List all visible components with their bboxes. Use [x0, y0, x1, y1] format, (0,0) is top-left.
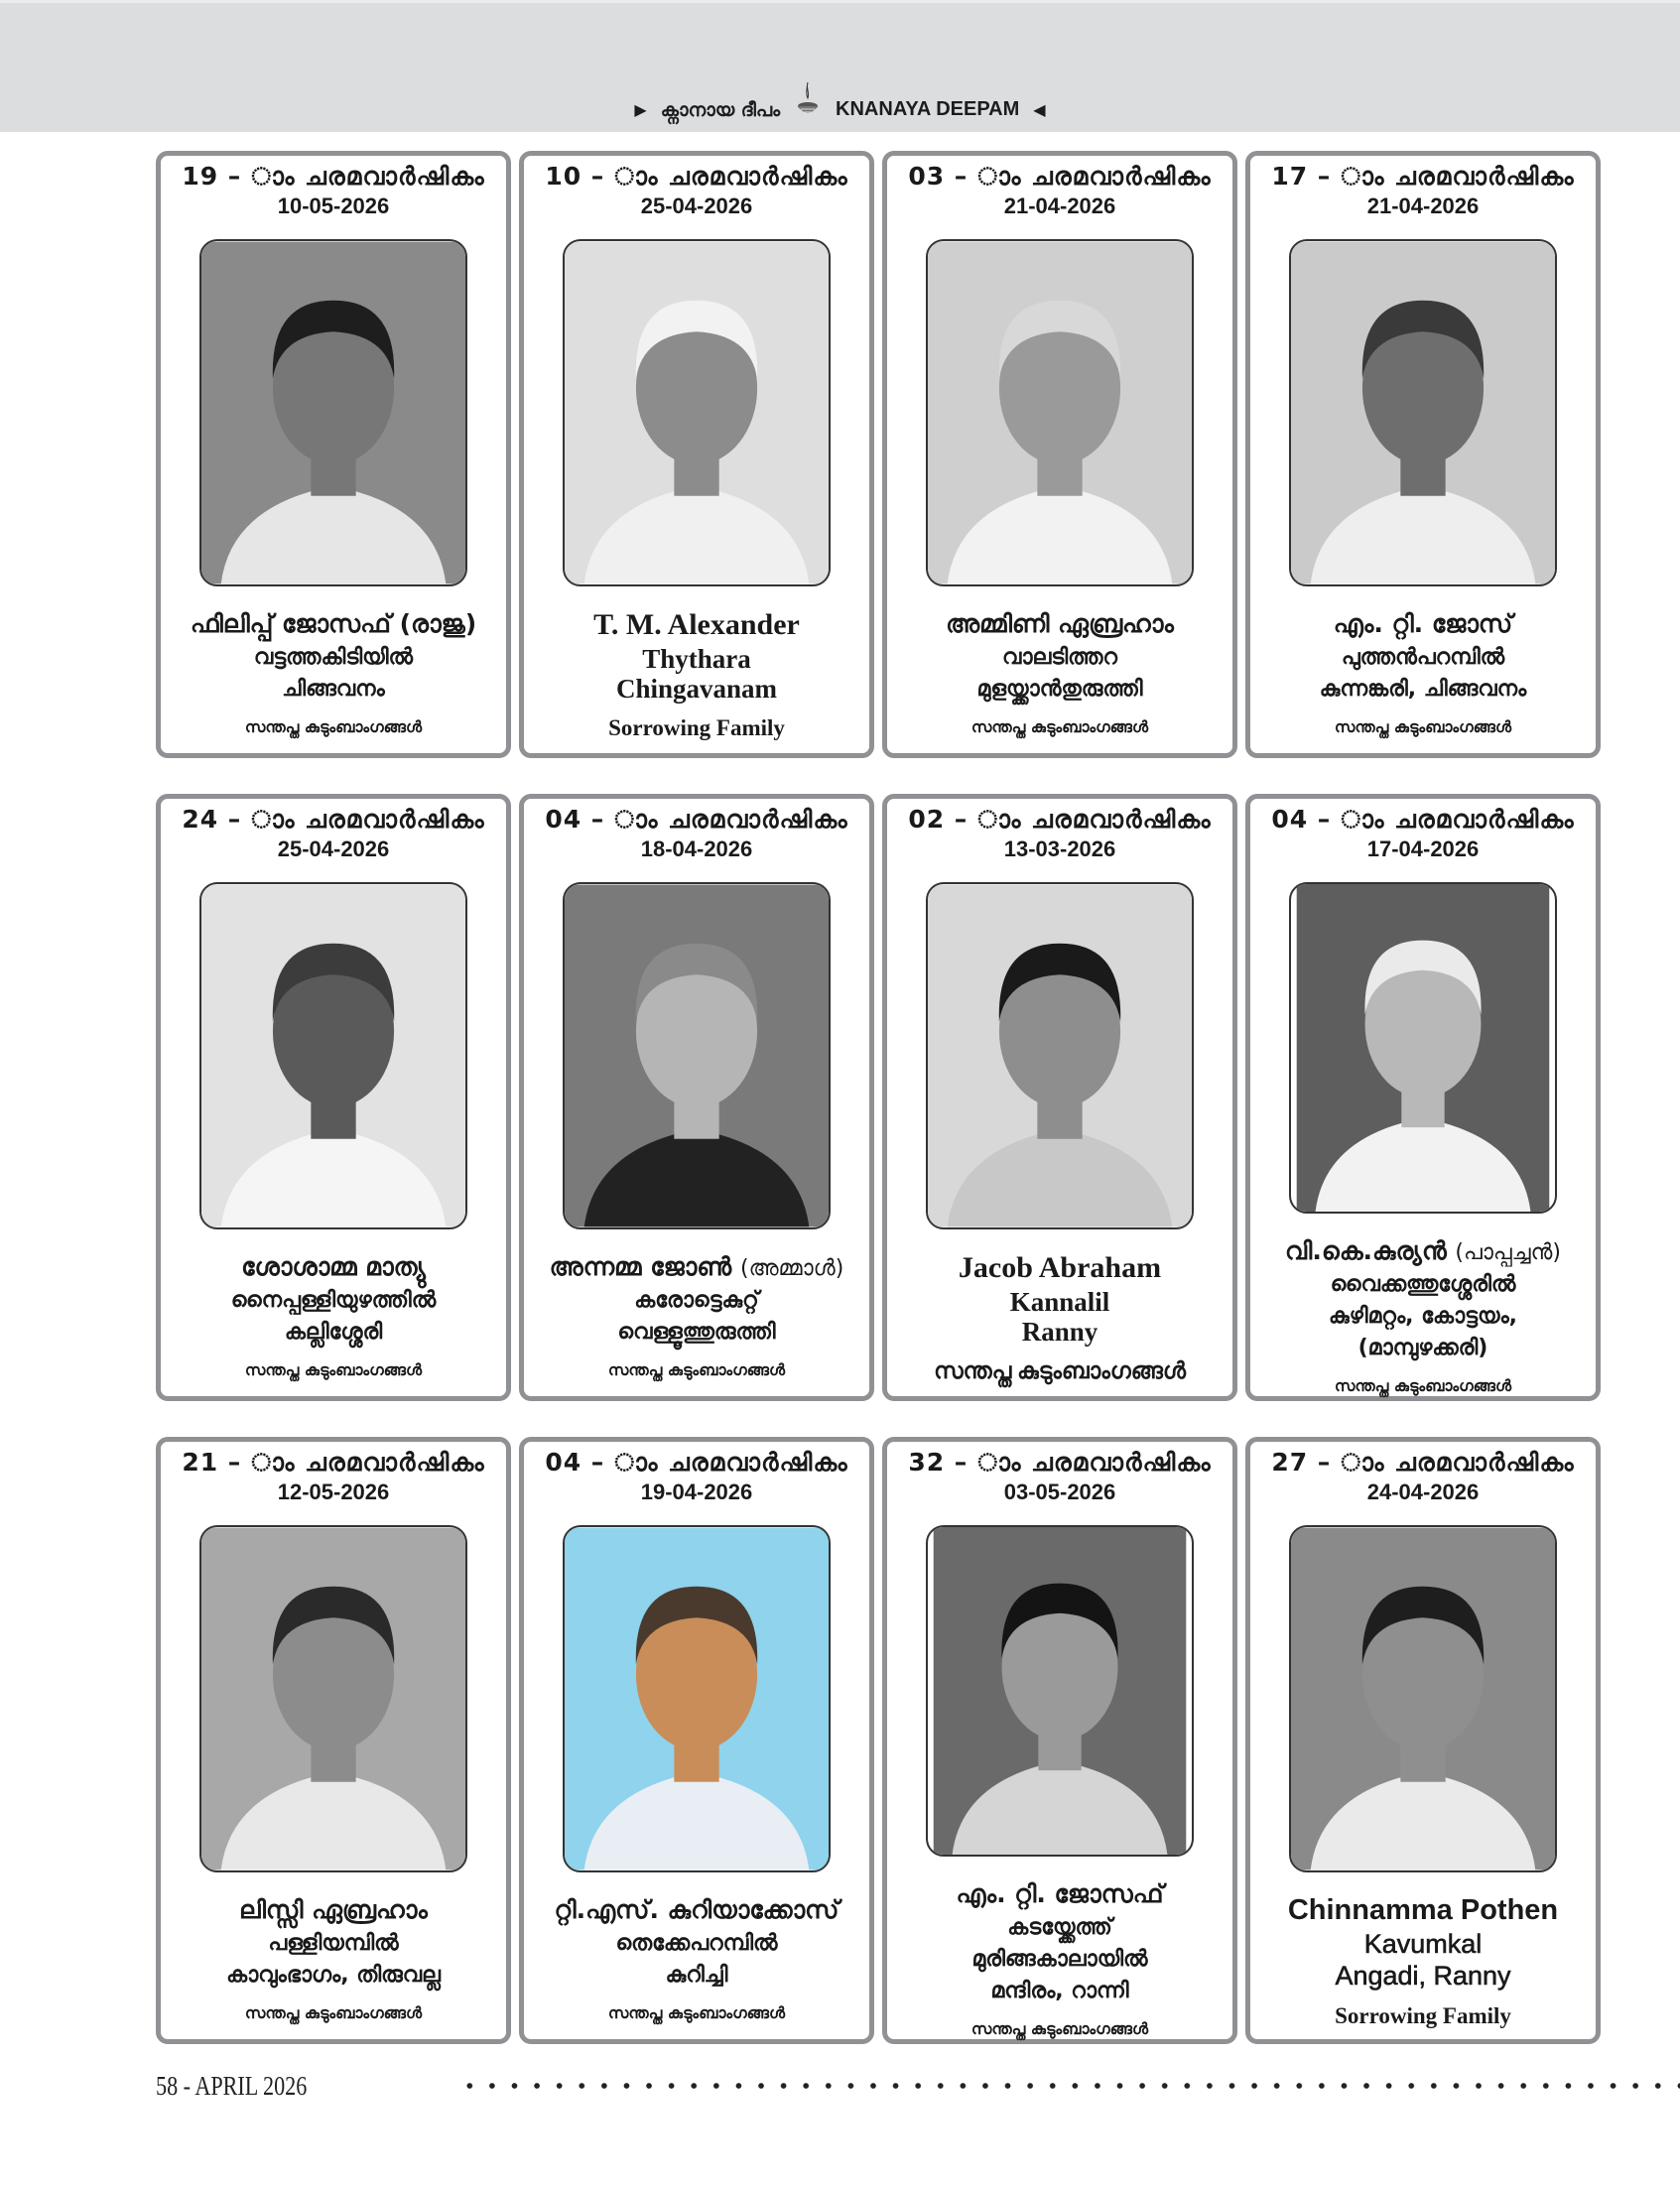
anniversary-date: 12-05-2026	[277, 1480, 390, 1504]
sorrowing-family-label: സന്തപ്ത കുടുംബാംഗങ്ങൾ	[244, 717, 423, 736]
portrait-silhouette-icon	[201, 884, 465, 1227]
portrait-photo	[563, 882, 831, 1229]
sorrowing-family-label: സന്തപ്ത കുടുംബാംഗങ്ങൾ	[970, 717, 1149, 736]
memorial-card	[882, 1437, 1237, 2044]
anniversary-title: 27 – ാം ചരമവാർഷികം	[1271, 1448, 1575, 1477]
oil-lamp-icon	[794, 94, 822, 125]
anniversary-title: 04 – ാം ചരമവാർഷികം	[545, 805, 848, 834]
portrait-silhouette-icon	[201, 241, 465, 584]
place-extra: (മാമ്പുഴക്കരി)	[1357, 1336, 1488, 1360]
place-extra: മന്ദിരം, റാന്നി	[990, 1979, 1129, 2003]
place-name: കല്ലിശ്ശേരി	[284, 1320, 383, 1345]
deceased-name: വി.കെ.കുര്യൻ (പാപ്പച്ചൻ)	[1284, 1236, 1562, 1265]
anniversary-date: 18-04-2026	[640, 837, 753, 861]
memorial-card	[519, 1437, 874, 2044]
portrait-silhouette-icon	[565, 1527, 829, 1870]
anniversary-date: 25-04-2026	[640, 193, 753, 218]
anniversary-date: 21-04-2026	[1003, 193, 1116, 218]
portrait-photo	[1289, 1525, 1557, 1872]
deceased-name: അന്നമ്മ ജോൺ (അമ്മാൾ)	[549, 1252, 844, 1281]
memorial-card	[519, 151, 874, 758]
portrait-silhouette-icon	[1291, 241, 1555, 584]
deceased-name: അമ്മിണി ഏബ്രഹാം	[946, 609, 1174, 638]
portrait-photo	[199, 1525, 467, 1872]
house-name: പുത്തൻപറമ്പിൽ	[1341, 645, 1505, 670]
portrait-silhouette-icon	[1291, 1527, 1555, 1870]
house-name: നൈപ്പള്ളിയുഴത്തിൽ	[230, 1288, 437, 1313]
nickname: (പാപ്പച്ചൻ)	[1455, 1240, 1562, 1265]
deceased-name: റ്റി.എസ്. കുറിയാക്കോസ്	[554, 1895, 840, 1924]
anniversary-title: 04 – ാം ചരമവാർഷികം	[1271, 805, 1575, 834]
left-triangle-icon: ◀	[1033, 100, 1046, 119]
house-name: വാലടിത്തറ	[1002, 645, 1117, 670]
portrait-silhouette-icon	[1291, 884, 1555, 1212]
portrait-silhouette-icon	[928, 241, 1192, 584]
place-name: Angadi, Ranny	[1335, 1961, 1511, 1991]
portrait-photo	[1289, 882, 1557, 1214]
anniversary-date: 24-04-2026	[1366, 1480, 1480, 1504]
anniversary-title: 19 – ാം ചരമവാർഷികം	[182, 162, 485, 191]
place-name: കുഴിമറ്റം, കോട്ടയം,	[1328, 1304, 1518, 1329]
portrait-photo	[926, 882, 1194, 1229]
deceased-name: എം. റ്റി. ജോസ്	[1333, 609, 1513, 638]
place-name: ചിങ്ങവനം	[282, 677, 385, 702]
house-name: കരോട്ടെകുറ്റ്	[634, 1288, 759, 1313]
portrait-silhouette-icon	[928, 1527, 1192, 1855]
place-name: കുന്നങ്കരി, ചിങ്ങവനം	[1319, 677, 1527, 702]
memorial-card	[156, 151, 511, 758]
place-name: വെള്ളൂത്തുരുത്തി	[617, 1320, 776, 1345]
sorrowing-family-label: സന്തപ്ത കുടുംബാംഗങ്ങൾ	[1334, 1376, 1512, 1395]
anniversary-title: 21 – ാം ചരമവാർഷികം	[182, 1448, 485, 1477]
brand-malayalam: ക്നാനായ ദീപം	[660, 98, 781, 121]
anniversary-date: 13-03-2026	[1003, 837, 1116, 861]
portrait-silhouette-icon	[565, 241, 829, 584]
page-header	[0, 0, 1680, 132]
right-triangle-icon: ▶	[634, 100, 647, 119]
house-name: പള്ളിയമ്പിൽ	[268, 1931, 399, 1956]
house-name: കടയ്ക്കേത്ത്	[1007, 1915, 1112, 1940]
memorial-card	[882, 151, 1237, 758]
sorrowing-family-label: സന്തപ്ത കുടുംബാംഗങ്ങൾ	[607, 2003, 786, 2022]
memorial-card	[156, 794, 511, 1401]
anniversary-date: 17-04-2026	[1366, 837, 1480, 861]
sorrowing-family-label: സന്തപ്ത കുടുംബാംഗങ്ങൾ	[1334, 717, 1512, 736]
place-name: മുരിങ്ങകാലായിൽ	[971, 1947, 1148, 1972]
deceased-name: ഫിലിപ്പ് ജോസഫ് (രാജു)	[190, 609, 477, 638]
portrait-photo	[926, 1525, 1194, 1857]
deceased-name: Chinnamma Pothen	[1287, 1894, 1559, 1926]
place-name: Ranny	[1021, 1317, 1098, 1347]
sorrowing-family-label: സന്തപ്ത കുടുംബാംഗങ്ങൾ	[934, 1358, 1186, 1383]
anniversary-title: 03 – ാം ചരമവാർഷികം	[908, 162, 1212, 191]
place-name: കുറിച്ചി	[665, 1963, 728, 1988]
dotted-rule	[458, 2082, 1680, 2090]
memorial-card	[156, 1437, 511, 2044]
house-name: തെക്കേപറമ്പിൽ	[615, 1931, 778, 1956]
place-name: കാവുംഭാഗം, തിരുവല്ല	[226, 1963, 441, 1988]
sorrowing-family-label: സന്തപ്ത കുടുംബാംഗങ്ങൾ	[970, 2019, 1149, 2038]
house-name: Kannalil	[1009, 1287, 1110, 1317]
house-name: Kavumkal	[1363, 1929, 1483, 1959]
portrait-photo	[199, 882, 467, 1229]
masthead	[0, 94, 1680, 125]
deceased-name: T. M. Alexander	[593, 608, 800, 641]
page-number-date: 58 - APRIL 2026	[156, 2070, 308, 2101]
nickname: (അമ്മാൾ)	[739, 1256, 844, 1281]
sorrowing-family-label: സന്തപ്ത കുടുംബാംഗങ്ങൾ	[244, 1360, 423, 1379]
portrait-photo	[199, 239, 467, 586]
anniversary-date: 19-04-2026	[640, 1480, 753, 1504]
house-name: വൈക്കത്തുശ്ശേരിൽ	[1330, 1272, 1516, 1297]
house-name: വട്ടത്തകിടിയിൽ	[253, 645, 414, 670]
sorrowing-family-label: സന്തപ്ത കുടുംബാംഗങ്ങൾ	[244, 2003, 423, 2022]
anniversary-title: 24 – ാം ചരമവാർഷികം	[182, 805, 485, 834]
sorrowing-family-label: Sorrowing Family	[608, 715, 785, 740]
page-footer	[156, 2066, 1680, 2106]
anniversary-title: 17 – ാം ചരമവാർഷികം	[1271, 162, 1575, 191]
portrait-photo	[563, 239, 831, 586]
deceased-name: എം. റ്റി. ജോസഫ്	[956, 1879, 1164, 1908]
memorial-card	[519, 794, 874, 1401]
anniversary-date: 03-05-2026	[1003, 1480, 1116, 1504]
memorial-card	[1245, 1437, 1601, 2044]
memorial-card	[882, 794, 1237, 1401]
deceased-name: ശോശാമ്മ മാത്യു	[241, 1252, 426, 1281]
anniversary-date: 25-04-2026	[277, 837, 390, 861]
place-name: മുളയ്ക്കാൻതുരുത്തി	[976, 677, 1143, 702]
anniversary-title: 02 – ാം ചരമവാർഷികം	[908, 805, 1212, 834]
anniversary-title: 10 – ാം ചരമവാർഷികം	[545, 162, 848, 191]
deceased-name: ലിസ്സി ഏബ്രഹാം	[239, 1895, 428, 1924]
portrait-photo	[926, 239, 1194, 586]
portrait-photo	[563, 1525, 831, 1872]
anniversary-title: 32 – ാം ചരമവാർഷികം	[908, 1448, 1212, 1477]
brand-english: KNANAYA DEEPAM	[836, 98, 1020, 120]
sorrowing-family-label: സന്തപ്ത കുടുംബാംഗങ്ങൾ	[607, 1360, 786, 1379]
anniversary-title: 04 – ാം ചരമവാർഷികം	[545, 1448, 848, 1477]
house-name: Thythara	[642, 644, 751, 674]
portrait-silhouette-icon	[201, 1527, 465, 1870]
sorrowing-family-label: Sorrowing Family	[1335, 2003, 1511, 2028]
obituary-grid	[156, 151, 1601, 2044]
anniversary-date: 10-05-2026	[277, 193, 390, 218]
memorial-card	[1245, 794, 1601, 1401]
memorial-card	[1245, 151, 1601, 758]
portrait-silhouette-icon	[565, 884, 829, 1227]
portrait-silhouette-icon	[928, 884, 1192, 1227]
deceased-name: Jacob Abraham	[958, 1251, 1162, 1284]
place-name: Chingavanam	[615, 674, 778, 704]
anniversary-date: 21-04-2026	[1366, 193, 1480, 218]
portrait-photo	[1289, 239, 1557, 586]
